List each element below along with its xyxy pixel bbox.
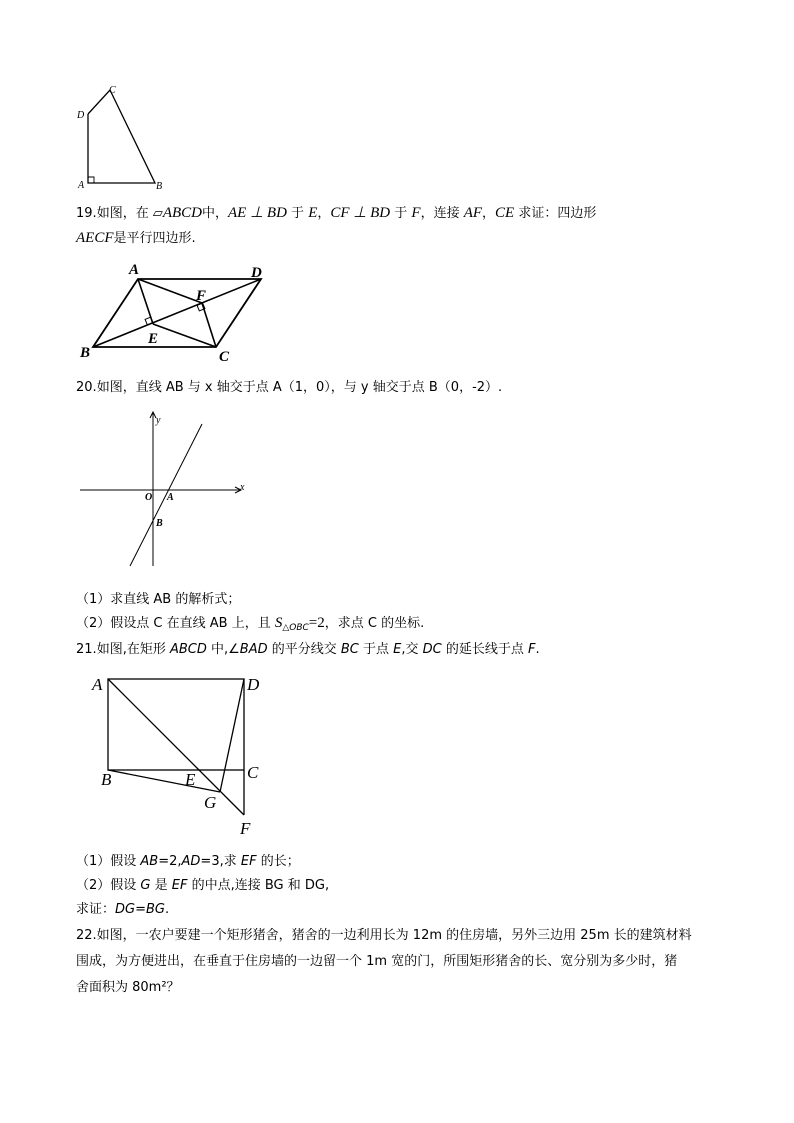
q20-label-O: O: [145, 492, 153, 503]
q20-label-A: A: [167, 492, 174, 503]
q21-part2-t1: （2）假设: [76, 878, 141, 893]
q21-bc: BC: [340, 642, 359, 657]
q21-segment-DG: [220, 679, 244, 792]
q22-line2: 围成，为方便进出，在垂直于住房墙的一边留一个 1m 宽的门，所围矩形猪舍的长、宽分别为多少时，猪: [76, 954, 678, 969]
q19-prove: 求证：四边形: [514, 206, 597, 221]
q21-t6: 的延长线于点: [441, 642, 528, 657]
q20-text: [76, 379, 502, 397]
q21-label-D: D: [247, 675, 260, 694]
q19-label-D: D: [251, 265, 262, 281]
q21-part2-t2: 是: [150, 878, 172, 893]
q21-f: F: [527, 642, 536, 657]
q19-text-line1: [76, 204, 596, 223]
q19-quadrilateral: AECF: [76, 230, 114, 246]
q21-e: E: [393, 642, 402, 657]
q21-rectangle: [108, 679, 244, 770]
q21-prove: [76, 901, 169, 919]
q22-line3: 舍面积为 80m²？: [76, 980, 180, 995]
q21-t7: .: [535, 642, 540, 657]
q21-part1-t2: =2,: [158, 854, 182, 869]
q18-label-A: A: [78, 180, 85, 191]
q21-label-A: A: [92, 675, 103, 694]
q19-point-E: E: [308, 205, 318, 221]
q21-abcd: ABCD: [169, 642, 207, 657]
q20-part2-before: （2）假设点 C 在直线 AB 上，且: [76, 616, 275, 631]
q21-prove-t1: 求证：: [76, 902, 116, 917]
q20-label-y: y: [156, 415, 161, 426]
q21-t2: 中,∠: [206, 642, 240, 657]
q21-prove-bg: BG: [146, 902, 166, 917]
q19-label-E: E: [148, 331, 159, 347]
q19-number: 19.: [76, 206, 97, 221]
q20-line-AB: [130, 424, 202, 566]
q19-connect: ，连接: [420, 206, 464, 221]
q21-dc: DC: [422, 642, 442, 657]
q19-yu-1: 于: [291, 206, 309, 221]
q20-part2: [76, 614, 424, 637]
figure-q21: [88, 672, 278, 842]
q18-label-B: B: [156, 181, 163, 192]
q21-part1-t3: =3,求: [200, 854, 241, 869]
q20-body: 如图，直线 AB 与 x 轴交于点 A（1，0），与 y 轴交于点 B（0，-2）.: [96, 380, 503, 395]
q19-comma-2: ，: [482, 206, 496, 221]
q20-part1: （1）求直线 AB 的解析式；: [76, 592, 241, 607]
q21-part1-t1: （1）假设: [76, 854, 141, 869]
q19-text-line2: [76, 229, 196, 248]
q19-segment-AF: AF: [463, 205, 483, 221]
q21-part1-ab: AB: [140, 854, 159, 869]
figure-q20: [78, 408, 258, 578]
q21-label-C: C: [247, 763, 259, 782]
q21-part1-t4: 的长；: [256, 854, 300, 869]
q20-number: 20.: [76, 380, 97, 395]
figure-q19: [78, 260, 278, 370]
q21-part1: [76, 853, 300, 871]
area-equals: =2: [308, 615, 325, 631]
q18-label-D: D: [77, 110, 85, 121]
q19-diagonal-BD: [93, 279, 261, 347]
q19-intro: 如图，在: [96, 206, 153, 221]
figure-q18: [70, 82, 170, 192]
q19-label-B: B: [80, 345, 91, 361]
q21-part2-t3: 的中点,连接 BG 和 DG,: [187, 878, 330, 893]
q19-condition-2: CF ⊥ BD: [330, 205, 391, 221]
q19-conclusion: 是平行四边形.: [113, 231, 196, 246]
q19-segment-CE: CE: [495, 205, 515, 221]
q21-label-G: G: [204, 793, 217, 812]
q19-segment-AF: [138, 279, 202, 303]
q21-prove-t3: .: [165, 902, 170, 917]
q19-label-A: A: [129, 262, 140, 278]
q21-t3: 的平分线交: [267, 642, 341, 657]
q21-number: 21.: [76, 642, 97, 657]
q21-t4: 于点: [358, 642, 394, 657]
q18-right-angle-mark: [88, 177, 94, 183]
q22-line1: 22.如图，一农户要建一个矩形猪舍，猪舍的一边利用长为 12m 的住房墙，另外三边用 25m 长的建筑材料: [76, 928, 692, 943]
q21-label-B: B: [101, 770, 112, 789]
q21-part2-ef: EF: [171, 878, 188, 893]
q20-part2-after: ，求点 C 的坐标.: [324, 616, 425, 631]
q19-zhong: 中，: [202, 206, 229, 221]
area-symbol-S: S: [274, 615, 283, 631]
q21-bisector-AF: [108, 679, 244, 815]
q19-segment-CF: [202, 303, 216, 347]
q19-yu-2: 于: [394, 206, 412, 221]
q21-t1: 如图,在矩形: [96, 642, 170, 657]
q21-part1-ef: EF: [240, 854, 257, 869]
q19-parallelogram-name: ABCD: [162, 205, 202, 221]
q19-label-F: F: [196, 288, 207, 304]
q21-t5: ,交: [401, 642, 423, 657]
q19-condition-1: AE ⊥ BD: [228, 205, 287, 221]
q21-part1-ad: AD: [181, 854, 201, 869]
parallelogram-symbol: ▱: [152, 206, 163, 221]
q18-label-C: C: [109, 85, 116, 96]
q20-label-x: x: [240, 482, 245, 493]
q19-comma-1: ，: [317, 206, 331, 221]
area-subscript: △OBC: [282, 623, 309, 633]
q21-prove-t2: =: [135, 902, 147, 917]
q19-label-C: C: [219, 349, 230, 365]
q19-point-F: F: [411, 205, 421, 221]
q19-segment-CE: [153, 324, 216, 347]
q21-label-E: E: [185, 770, 196, 789]
q21-part2: [76, 877, 329, 895]
q21-label-F: F: [240, 819, 251, 838]
q21-part2-g: G: [140, 878, 151, 893]
q21-prove-dg: DG: [115, 902, 136, 917]
q21-text: [76, 641, 540, 659]
q20-label-B: B: [156, 518, 163, 529]
q21-bad: BAD: [239, 642, 268, 657]
q18-outline: [88, 90, 155, 183]
